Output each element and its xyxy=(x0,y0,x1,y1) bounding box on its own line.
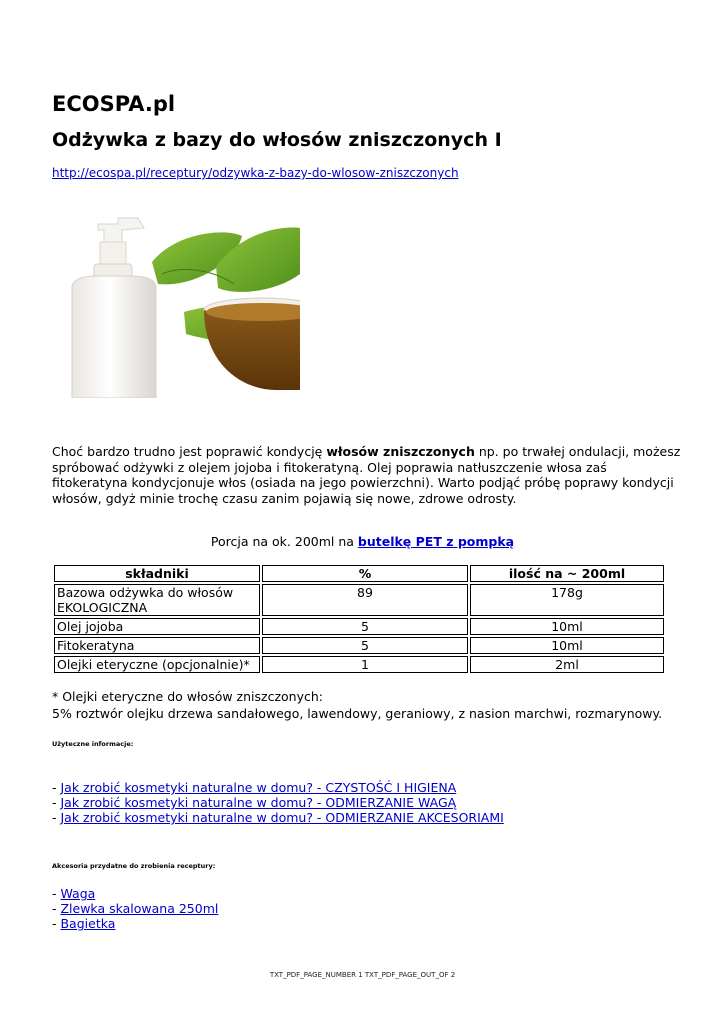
header-percent: % xyxy=(262,565,468,582)
table-header-row xyxy=(54,565,664,582)
ingredients-table xyxy=(52,563,666,675)
useful-links-list xyxy=(52,780,504,825)
scale-link[interactable]: Waga xyxy=(60,886,96,901)
intro-text-before: Choć bardzo trudno jest poprawić kondycję xyxy=(52,444,327,459)
hygiene-link[interactable]: Jak zrobić kosmetyki naturalne w domu? - CZYSTOŚĆ I HIGIENA xyxy=(60,780,457,795)
source-url-link[interactable]: http://ecospa.pl/receptury/odzywka-z-bazy-do-wlosow-zniszczonych xyxy=(52,166,459,180)
ingredient-percent: 89 xyxy=(262,584,468,616)
intro-paragraph xyxy=(52,444,682,506)
accessories-links-list xyxy=(52,886,218,931)
note-line-2: 5% roztwór olejku drzewa sandałowego, lawendowy, geraniowy, z nasion marchwi, rozmarynowy. xyxy=(52,706,663,721)
stirring-rod-link[interactable]: Bagietka xyxy=(60,916,116,931)
note-line-1: * Olejki eteryczne do włosów zniszczonych: xyxy=(52,689,323,704)
accessories-measuring-link[interactable]: Jak zrobić kosmetyki naturalne w domu? - ODMIERZANIE AKCESORIAMI xyxy=(60,810,504,825)
portion-line xyxy=(0,534,725,549)
portion-text: Porcja na ok. 200ml na xyxy=(210,534,358,549)
list-item xyxy=(52,901,218,916)
weighing-link[interactable]: Jak zrobić kosmetyki naturalne w domu? - ODMIERZANIE WAGĄ xyxy=(60,795,457,810)
ingredient-percent: 5 xyxy=(262,637,468,654)
ingredient-amount: 2ml xyxy=(470,656,664,673)
list-dash: - xyxy=(52,901,61,916)
ingredient-name: Fitokeratyna xyxy=(54,637,260,654)
list-dash: - xyxy=(52,916,61,931)
list-dash: - xyxy=(52,886,61,901)
list-item xyxy=(52,795,504,810)
table-row xyxy=(54,656,664,673)
ingredient-amount: 10ml xyxy=(470,618,664,635)
ingredient-amount: 10ml xyxy=(470,637,664,654)
essential-oils-note xyxy=(52,688,662,722)
page-footer: TXT_PDF_PAGE_NUMBER 1 TXT_PDF_PAGE_OUT_OF 2 xyxy=(269,971,456,979)
table-row xyxy=(54,618,664,635)
pet-bottle-link[interactable]: butelkę PET z pompką xyxy=(357,534,515,549)
list-item xyxy=(52,886,218,901)
ingredient-percent: 5 xyxy=(262,618,468,635)
list-item xyxy=(52,916,218,931)
product-photo xyxy=(66,214,300,398)
page-title: Odżywka z bazy do włosów zniszczonych I xyxy=(52,129,502,151)
ingredient-name: Olej jojoba xyxy=(54,618,260,635)
ingredient-amount: 178g xyxy=(470,584,664,616)
header-amount: ilość na ~ 200ml xyxy=(470,565,664,582)
intro-text-after: np. po trwałej ondulacji, możesz spróbować odżywki z olejem jojoba i fitokeratyną. Olej poprawia natłuszczenie włosa zaś fitokeratyna kondycjonuje włos (osiada na jego powierzchni). Warto podjąć próbę poprawy kondycji włosów, gdyż minie trochę czasu zanim pojawią się nowe, zdrowe odrosty. xyxy=(52,444,681,506)
table-row xyxy=(54,637,664,654)
accessories-heading: Akcesoria przydatne do zrobienia receptury: xyxy=(52,862,216,870)
list-dash: - xyxy=(52,810,61,825)
intro-bold-text: włosów zniszczonych xyxy=(326,444,475,459)
table-row xyxy=(54,584,664,616)
list-dash: - xyxy=(52,795,61,810)
list-dash: - xyxy=(52,780,61,795)
list-item xyxy=(52,780,504,795)
list-item xyxy=(52,810,504,825)
site-title: ECOSPA.pl xyxy=(52,92,176,116)
ingredient-name: Olejki eteryczne (opcjonalnie)* xyxy=(54,656,260,673)
ingredient-name: Bazowa odżywka do włosów EKOLOGICZNA xyxy=(54,584,260,616)
ingredient-percent: 1 xyxy=(262,656,468,673)
beaker-link[interactable]: Zlewka skalowana 250ml xyxy=(60,901,219,916)
header-ingredients: składniki xyxy=(54,565,260,582)
useful-info-heading: Użyteczne informacje: xyxy=(52,740,134,748)
